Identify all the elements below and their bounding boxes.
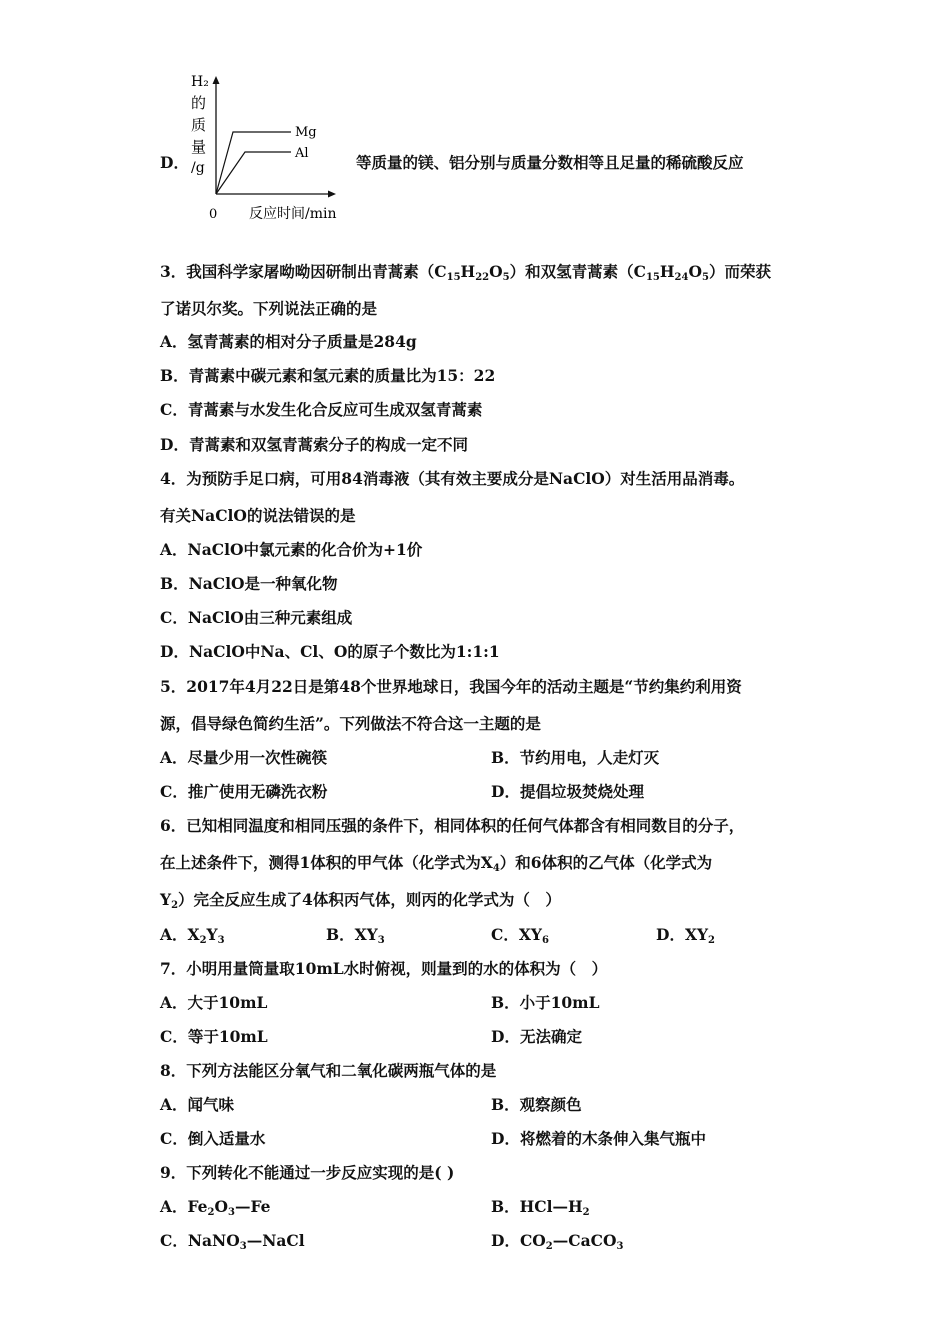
- q5-stem-line-1: 5．2017年4月22日是第48个世界地球日，我国今年的活动主题是“节约集约利用资: [160, 677, 742, 696]
- y-axis-title-line-1: H₂: [191, 74, 209, 90]
- y-axis-title-line-3: 质: [191, 116, 207, 134]
- q3-stem-line-1: 3．我国科学家屠呦呦因研制出青蒿素$(C_{15}H_{22}O_5)$和双氢青蒿素$(C_{15}H_{24}O_5)$而荣获: [160, 262, 771, 283]
- q4-stem-line-2: 有关NaClO的说法错误的是: [160, 506, 356, 525]
- q6-stem-line-3: $Y_2$）完全反应生成了4体积丙气体，则丙的化学式为（ ）: [160, 890, 561, 911]
- q6-option-a: A．$X_2Y_3$: [160, 925, 225, 946]
- q8-option-a: A．闻气味: [160, 1095, 235, 1114]
- q9-options-row-2: [160, 1231, 624, 1252]
- q5-option-d: D．提倡垃圾焚烧处理: [491, 782, 644, 801]
- q5-stem-line-2: 源，倡导绿色简约生活”。下列做法不符合这一主题的是: [160, 714, 541, 733]
- q6-option-c: C．$XY_6$: [491, 925, 549, 946]
- y-axis-title-line-2: 的: [191, 94, 207, 112]
- q4-option-a: A．NaClO中氯元素的化合价为+1价: [160, 540, 423, 559]
- q6-stem-line-1: 6．已知相同温度和相同压强的条件下，相同体积的任何气体都含有相同数目的分子，: [160, 816, 745, 835]
- q6-option-b: B．$XY_3$: [326, 925, 385, 946]
- mass-time-graph: [185, 70, 365, 230]
- q6-option-d: D．$XY_2$: [656, 925, 716, 946]
- q8-options-row-1: [160, 1095, 582, 1115]
- series-line-mg: [216, 132, 291, 194]
- q3-option-a: A．氢青蒿素的相对分子质量是284g: [160, 332, 417, 351]
- q3-stem-line-2: 了诺贝尔奖。下列说法正确的是: [160, 299, 378, 318]
- q2-option-d-label: D．: [160, 153, 189, 172]
- q5-option-b: B．节约用电，人走灯灭: [491, 748, 660, 767]
- q6-options-row: [160, 925, 716, 946]
- y-axis-arrow: [213, 76, 220, 84]
- q8-option-d: D．将燃着的木条伸入集气瓶中: [491, 1129, 706, 1148]
- q5-option-a: A．尽量少用一次性碗筷: [160, 748, 328, 767]
- q7-option-a: A．大于10mL: [160, 993, 268, 1012]
- q8-stem: 8．下列方法能区分氧气和二氧化碳两瓶气体的是: [160, 1061, 497, 1080]
- q4-stem-line-1: 4．为预防手足口病，可用84消毒液（其有效主要成分是NaClO）对生活用品消毒。: [160, 469, 745, 488]
- q3-option-c: C．青蒿素与水发生化合反应可生成双氢青蒿素: [160, 400, 483, 419]
- q4-option-c: C．NaClO由三种元素组成: [160, 608, 353, 627]
- origin-label: 0: [209, 207, 218, 222]
- q5-option-c: C．推广使用无磷洗衣粉: [160, 782, 328, 801]
- series-line-al: [216, 152, 291, 194]
- q6-stem-line-2: 在上述条件下，测得1体积的甲气体（化学式为$X_4$）和6体积的乙气体（化学式为: [160, 853, 713, 874]
- q3-option-d: D．青蒿素和双氢青蒿索分子的构成一定不同: [160, 435, 468, 454]
- x-axis-title: 反应时间/min: [249, 206, 337, 222]
- q8-option-b: B．观察颜色: [491, 1095, 582, 1114]
- q7-options-row-2: [160, 1027, 582, 1047]
- q8-option-c: C．倒入适量水: [160, 1129, 266, 1148]
- q5-options-row-2: [160, 782, 644, 802]
- q7-options-row-1: [160, 993, 600, 1013]
- q9-option-c: C．NaNO$_3$—NaCl: [160, 1231, 305, 1252]
- q9-option-d: D．$CO_2—CaCO_3$: [491, 1231, 624, 1252]
- q4-option-b: B．NaClO是一种氧化物: [160, 574, 338, 593]
- series-label-mg: Mg: [295, 125, 317, 140]
- q9-options-row-1: [160, 1197, 590, 1218]
- q9-stem: 9．下列转化不能通过一步反应实现的是( ): [160, 1163, 455, 1182]
- q9-option-a: A．$Fe_2O_3—Fe$: [160, 1197, 271, 1218]
- q3-option-b: B．青蒿素中碳元素和氢元素的质量比为15：22: [160, 366, 496, 385]
- x-axis-arrow: [328, 191, 336, 198]
- q4-option-d: D．NaClO中Na、Cl、O的原子个数比为1:1:1: [160, 642, 500, 661]
- q8-options-row-2: [160, 1129, 706, 1149]
- q5-options-row-1: [160, 748, 660, 768]
- q7-option-d: D．无法确定: [491, 1027, 582, 1046]
- q9-option-b: B．$HCl—H_2$: [491, 1197, 590, 1218]
- q7-stem: 7．小明用量筒量取10mL水时俯视，则量到的水的体积为（ ）: [160, 959, 608, 978]
- q7-option-b: B．小于10mL: [491, 993, 600, 1012]
- q7-option-c: C．等于10mL: [160, 1027, 268, 1046]
- q2-option-d-description: 等质量的镁、铝分别与质量分数相等且足量的稀硫酸反应: [356, 153, 744, 172]
- series-label-al: Al: [295, 146, 309, 161]
- y-axis-title-line-5: /g: [191, 160, 205, 176]
- y-axis-title-line-4: 量: [191, 138, 207, 156]
